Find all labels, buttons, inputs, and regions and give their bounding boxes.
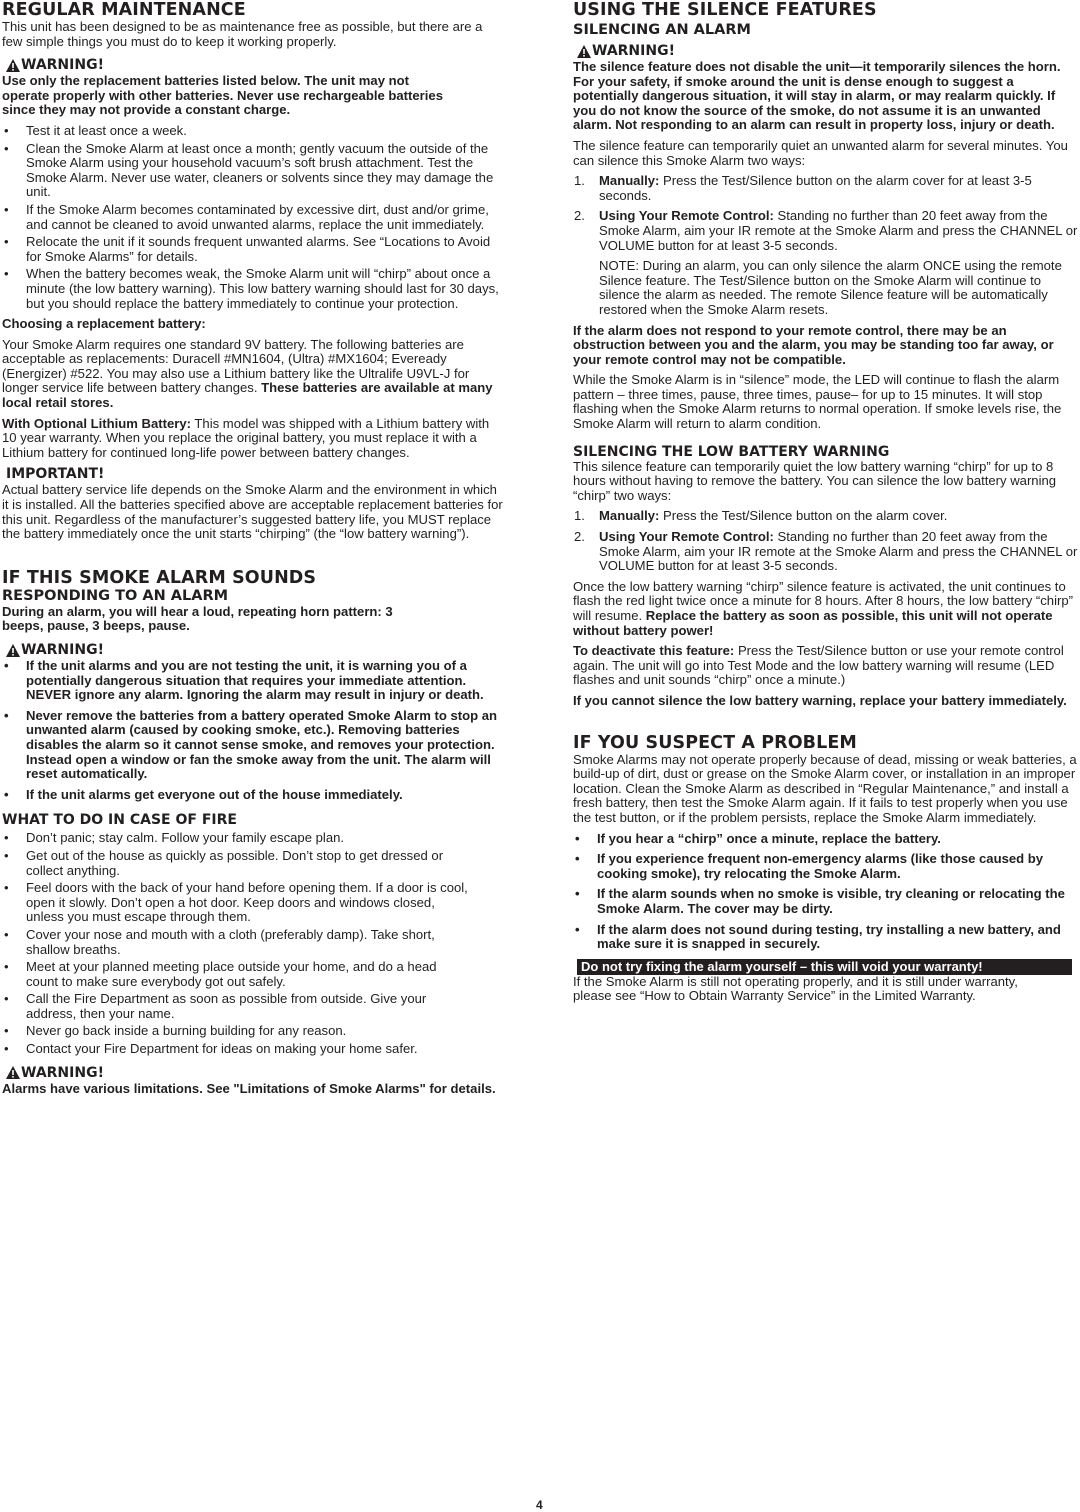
- warranty-warning-bar: Do not try fixing the alarm yourself – this will void your warranty!: [577, 959, 1072, 975]
- silence-steps-list: [573, 174, 1080, 253]
- list-item: • If the alarm sounds when no smoke is visible, try cleaning or relocating the Smoke Alarm. The cover may be dirty.: [575, 886, 1065, 916]
- responding-bullet-list: [2, 659, 499, 802]
- choosing-battery-heading: Choosing a replacement battery:: [2, 316, 206, 332]
- silence-intro: The silence feature can temporarily quiet an unwanted alarm for several minutes. You can silence this Smoke Alarm two ways:: [573, 137, 1068, 168]
- maintenance-intro: This unit has been designed to be as maintenance free as possible, but there are a few simple things you must do to keep it working properly.: [2, 19, 483, 49]
- obstruction-text: If the alarm does not respond to your remote control, there may be an obstruction between you and the alarm, you may be standing too far away, or your remote control may not be compatible.: [573, 322, 1054, 367]
- list-item: • When the battery becomes weak, the Smoke Alarm unit will “chirp” about once a minute (the low battery warning). This low battery warning should last for 30 days, but you should replace the battery immediately to continue your protection.: [4, 266, 499, 311]
- list-item: • Get out of the house as quickly as possible. Don’t stop to get dressed or collect anything.: [4, 847, 444, 878]
- silence-warning-text: The silence feature does not disable the unit—it temporarily silences the horn. For your safety, if smoke around the unit is dense enough to suggest a potentially dangerous situation, it will stay in alarm, or may realarm quickly. If you do not know the source of the smoke, do not assume it is an unwanted alarm. Not responding to an alarm can result in property loss, injury or death.: [573, 59, 1061, 133]
- important-label: [6, 466, 506, 482]
- deactivate-text: To deactivate this feature: Press the Test/Silence button or use your remote control again. The unit will go into Test Mode and the low battery warning will resume (LED flashes and unit sounds “chirp” once a minute.): [573, 643, 1064, 688]
- silence-features-heading: USING THE SILENCE FEATURES: [573, 0, 877, 20]
- list-item: 1. Manually: Press the Test/Silence button on the alarm cover for at least 3-5 seconds.: [574, 173, 1032, 203]
- list-item: • Clean the Smoke Alarm at least once a month; gently vacuum the outside of the Smoke Alarm using your household vacuum’s soft brush attachment. Test the Smoke Alarm. Never use water, cleaners or solvents since they may damage the unit.: [4, 140, 494, 200]
- led-text: While the Smoke Alarm is in “silence” mode, the LED will continue to flash the alarm pattern – three times, pause, three times, pause– for up to 15 minutes. It will stop flashing when the Smoke Alarm returns to normal operation. If smoke levels rise, the Smoke Alarm will return to alarm condition.: [573, 372, 1062, 432]
- list-item: 2. Using Your Remote Control: Standing no further than 20 feet away from the Smoke Alarm, aim your IR remote at the Smoke Alarm and press the CHANNEL or VOLUME button for at least 3-5 seconds.: [574, 529, 1078, 574]
- list-item: • Meet at your planned meeting place outside your home, and do a head count to make sure everybody got out safely.: [4, 959, 437, 989]
- final-warning-text: Alarms have various limitations. See "Limitations of Smoke Alarms" for details.: [2, 1080, 496, 1096]
- important-text: Actual battery service life depends on the Smoke Alarm and the environment in which it is installed. All the batteries specified above are acceptable replacement batteries for this unit. Regardless of the manufacturer’s suggested battery life, you MUST replace the battery immediately once the unit starts “chirping” (the “low battery warning”).: [2, 482, 503, 542]
- list-item: • If the Smoke Alarm becomes contaminated by excessive dirt, dust and/or grime, and cannot be cleaned to avoid unwanted alarms, replace the unit immediately.: [4, 201, 489, 232]
- fire-heading: WHAT TO DO IN CASE OF FIRE: [2, 812, 237, 829]
- maintenance-bullet-list: [2, 124, 506, 311]
- responding-heading: RESPONDING TO AN ALARM: [2, 587, 229, 604]
- list-item: • If the unit alarms get everyone out of the house immediately.: [4, 786, 403, 802]
- regular-maintenance-heading: REGULAR MAINTENANCE: [2, 0, 246, 20]
- silencing-alarm-heading: SILENCING AN ALARM: [573, 22, 751, 38]
- low-battery-heading: SILENCING THE LOW BATTERY WARNING: [573, 443, 890, 460]
- list-item: • Feel doors with the back of your hand before opening them. If a door is cool, open it slowly. Don’t open a hot door. Keep doors and windows closed, unless you must escape through them.: [4, 880, 468, 925]
- choosing-battery-text: Your Smoke Alarm requires one standard 9V battery. The following batteries are acceptable as replacements: Duracell #MN1604, (Ultra) #MX1604; Eveready (Energizer) #522. You may also use a Lithium battery like the Ultralife U9VL-J for longer service life between battery changes. These batteries are available at many local retail stores.: [2, 336, 493, 411]
- alarm-sounds-heading: IF THIS SMOKE ALARM SOUNDS: [2, 567, 317, 588]
- low-battery-intro: This silence feature can temporarily quiet the low battery warning “chirp” for up to 8 hours without having to remove the battery. You can silence the low battery warning “chirp” two ways:: [573, 458, 1057, 503]
- list-item: • Never go back inside a burning building for any reason.: [4, 1023, 347, 1039]
- warning-label-text: WARNING!: [592, 43, 675, 59]
- list-item: • Cover your nose and mouth with a cloth (preferably damp). Take short, shallow breaths.: [4, 926, 435, 957]
- responding-warning-label: [6, 642, 506, 658]
- low-battery-activated-text: Once the low battery warning “chirp” silence feature is activated, the unit continues to flash the red light twice once a minute for 8 hours. After 8 hours, the low battery “chirp” will resume. Replace the battery as soon as possible, this unit will not operate without battery power!: [573, 578, 1073, 638]
- list-item: • Contact your Fire Department for ideas on making your home safer.: [4, 1041, 418, 1057]
- warning-triangle-icon: [577, 45, 591, 58]
- warning-triangle-icon: [6, 644, 20, 657]
- list-item: • If you hear a “chirp” once a minute, replace the battery.: [575, 830, 941, 846]
- warning-triangle-icon: [6, 1066, 20, 1079]
- suspect-problem-heading: IF YOU SUSPECT A PROBLEM: [573, 732, 857, 753]
- problem-intro: Smoke Alarms may not operate properly because of dead, missing or weak batteries, a build-up of dirt, dust or grease on the Smoke Alarm cover, or installation in an improper location. Clean the Smoke Alarm as described in “Regular Maintenance,” and install a fresh battery, then test the Smoke Alarm again. If it fails to test properly when you use the test button, or if the problem persists, replace the Smoke Alarm immediately.: [573, 751, 1077, 825]
- page-number: 4: [536, 1498, 543, 1512]
- list-item: 1. Manually: Press the Test/Silence button on the alarm cover.: [574, 508, 948, 524]
- list-item: • Never remove the batteries from a battery operated Smoke Alarm to stop an unwanted alarm (caused by cooking smoke, etc.). Removing batteries disables the alarm so it cannot sense smoke, and removes your protection. Instead open a window or fan the smoke away from the unit. The alarm will reset automatically.: [4, 707, 498, 782]
- cannot-silence-text: If you cannot silence the low battery warning, replace your battery immediately.: [573, 692, 1067, 708]
- important-label-text: IMPORTANT!: [6, 466, 105, 483]
- low-battery-steps-list: [573, 509, 1080, 573]
- silence-note: NOTE: During an alarm, you can only silence the alarm ONCE using the remote Silence feature. The Test/Silence button on the Smoke Alarm will continue to silence the alarm as needed. The remote Silence feature will be automatically restored when the Smoke Alarm resets.: [599, 258, 1062, 317]
- list-item: • Call the Fire Department as soon as possible from outside. Give your address, then your name.: [4, 991, 427, 1021]
- list-item: • Test it at least once a week.: [4, 122, 187, 138]
- list-item: • If the alarm does not sound during testing, try installing a new battery, and make sure it is snapped in securely.: [575, 921, 1061, 952]
- fire-bullet-list: [2, 831, 472, 1056]
- list-item: 2. Using Your Remote Control: Standing no further than 20 feet away from the Smoke Alarm, aim your IR remote at the Smoke Alarm and press the CHANNEL or VOLUME button for at least 3-5 seconds.: [574, 208, 1078, 253]
- right-column: [573, 0, 1080, 1004]
- list-item: • If the unit alarms and you are not testing the unit, it is warning you of a potentially dangerous situation that requires your immediate attention. NEVER ignore any alarm. Ignoring the alarm may result in injury or death.: [4, 658, 484, 703]
- list-item: • Relocate the unit if it sounds frequent unwanted alarms. See “Locations to Avoid for Smoke Alarms” for details.: [4, 234, 491, 264]
- lithium-battery-text: With Optional Lithium Battery: This model was shipped with a Lithium battery with 10 year warranty. When you replace the original battery, you must replace it with a Lithium battery for continued long-life power between battery changes.: [2, 415, 490, 460]
- problem-bullet-list: [573, 832, 1080, 952]
- maintenance-warning-label: [6, 57, 506, 73]
- left-column: [2, 0, 506, 1096]
- warning-label-text: WARNING!: [21, 642, 104, 658]
- maintenance-warning-text: Use only the replacement batteries listed below. The unit may not operate properly with other batteries. Never use rechargeable batteries since they may not provide a constant charge.: [2, 73, 443, 118]
- list-item: • If you experience frequent non-emergency alarms (like those caused by cooking smoke), try relocating the Smoke Alarm.: [575, 851, 1044, 881]
- warranty-text: If the Smoke Alarm is still not operating properly, and it is still under warranty, please see “How to Obtain Warranty Service” in the Limited Warranty.: [573, 973, 1018, 1004]
- warning-label-text: WARNING!: [21, 57, 104, 74]
- final-warning-label: [6, 1065, 506, 1081]
- warning-label-text: WARNING!: [21, 1064, 104, 1081]
- silence-warning-label: [577, 43, 1080, 59]
- responding-intro: During an alarm, you will hear a loud, repeating horn pattern: 3 beeps, pause, 3 beeps, pause.: [2, 603, 393, 634]
- list-item: • Don’t panic; stay calm. Follow your family escape plan.: [4, 830, 345, 846]
- warning-triangle-icon: [6, 59, 20, 72]
